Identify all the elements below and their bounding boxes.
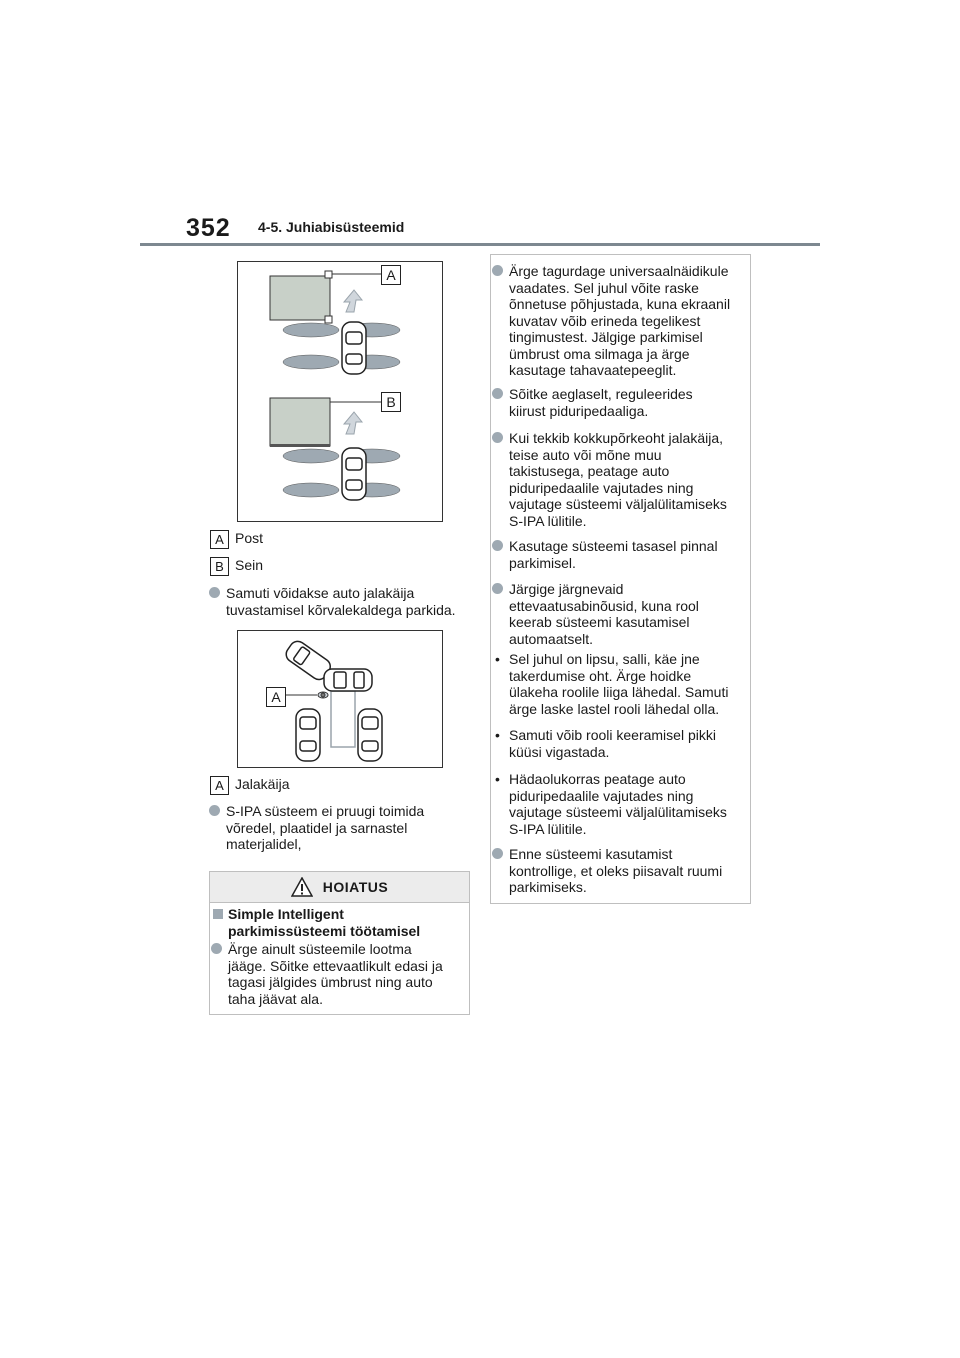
dash-item [495,771,747,837]
bullet-line: materjalidel, [226,836,302,852]
bullet-line: kuvatav võib erineda tegelikest [509,312,701,329]
warning-icon [291,877,313,897]
warning-heading-line: parkimissüsteemi töötamisel [228,922,421,939]
warning-header [210,872,469,903]
bullet-line: vajutage süsteemi väljalülitamiseks [509,804,727,820]
legend-item-wall [210,557,263,576]
figure-pedestrian [237,630,443,768]
header-rule [140,243,820,246]
bullet-item [509,386,747,419]
page-number: 352 [186,214,231,242]
bullet-line: ülakeha roolile liiga lähedal. Samuti [509,684,729,700]
sensor-beam [283,355,339,369]
bullet-line: kontrollige, et oleks piisavalt ruumi [509,862,723,879]
bullet-line: küüsi vigastada. [509,743,610,760]
dash-marker: • [495,771,500,787]
bullet-item [226,585,466,618]
bullet-line: Sel juhul on lipsu, salli, käe jne [509,651,700,667]
bullet-line: parkimisel. [509,554,576,571]
legend-item-post [210,530,263,549]
square-bullet [213,909,223,919]
bullet-line: Kasutage süsteemi tasasel pinnal [509,538,718,554]
bullet-dot [209,805,220,816]
bullet-dot [492,265,503,276]
legend-item-pedestrian [210,776,289,795]
section-title: 4-5. Juhiabisüsteemid [258,219,405,235]
bullet-line: taha jäävat ala. [228,990,323,1007]
bullet-line: Hädaolukorras peatage auto [509,771,686,787]
bullet-line: parkimiseks. [509,879,587,895]
warning-title: HOIATUS [322,879,389,895]
bullet-line: ärge laske lastel rooli lähedal olla. [509,700,720,717]
bullet-item [509,581,747,647]
bullet-line: Ärge ainult süsteemile lootma [228,941,412,957]
bullet-line: takerdumise oht. Ärge hoidke [509,667,692,684]
bullet-line: võredel, plaatidel ja sarnastel [226,819,408,836]
car-top-view [342,322,366,374]
bullet-line: jääge. Sõitke ettevaatlikult edasi ja [228,957,443,974]
bullet-line: takistusega, peatage auto [509,463,670,479]
bullet-item [509,263,747,379]
bullet-item [226,803,466,853]
direction-arrow [344,412,362,434]
bullet-line: Sõitke aeglaselt, reguleerides [509,386,693,402]
bullet-line: Samuti võidakse auto jalakäija [226,585,415,601]
warning-bullet [228,941,463,1007]
callout-b: B [381,392,401,412]
legend-text: Sein [235,557,264,574]
dash-marker: • [495,727,500,743]
legend-text: Post [235,530,264,547]
bullet-line: Samuti võib rooli keeramisel pikki [509,727,716,743]
parking-illustration-1 [238,262,442,521]
sensor-beam [283,449,339,463]
legend-letter: A [210,776,229,795]
legend-letter: B [210,557,229,576]
bullet-line: tuvastamisel kõrvalekaldega parkida. [226,601,456,618]
wall-edge [270,444,330,447]
legend-letter: A [210,530,229,549]
bullet-dot [492,388,503,399]
bullet-line: Järgige järgnevaid [509,581,624,597]
bullet-line: Enne süsteemi kasutamist [509,846,673,862]
bullet-line: S-IPA süsteem ei pruugi toimida [226,803,425,819]
dash-marker: • [495,651,500,667]
warning-box [209,871,470,1015]
bullet-line: tingimustest. Jälgige parkimisel [509,329,703,345]
bullet-dot [211,943,222,954]
bullet-line: tagasi jälgides ümbrust ning auto [228,974,433,990]
post-marker-top [325,271,332,278]
bullet-line: Kui tekkib kokkupõrkeoht jalakäija, [509,430,724,446]
bullet-dot [209,587,220,598]
bullet-line: keerab süsteemi kasutamisel [509,614,690,630]
bullet-dot [492,583,503,594]
bullet-line: automaatselt. [509,630,594,647]
bullet-item [509,538,747,571]
parking-space [331,691,355,747]
warning-heading-line: Simple Intelligent [228,906,344,922]
callout-a: A [266,687,286,707]
warning-heading [228,906,420,939]
bullet-line: teise auto või mõne muu [509,446,662,463]
bullet-line: piduripedaalile vajutades ning [509,787,694,804]
car-parked-left [296,709,320,761]
bullet-dot [492,848,503,859]
bullet-line: ümbrust oma silmaga ja ärge [509,345,690,362]
bullet-line: kiirust piduripedaaliga. [509,402,649,419]
car-parked-right [358,709,382,761]
pedestrian-figure [318,692,328,698]
car-top-view [342,448,366,500]
bullet-dot [492,540,503,551]
sensor-beam [283,323,339,337]
post-marker-bottom [325,316,332,323]
bullet-line: õnnetuse põhjustada, kuna ekraanil [509,296,731,312]
obstacle-wall [270,398,330,446]
direction-arrow [344,290,362,312]
dash-item [495,727,747,760]
bullet-line: S-IPA lülitile. [509,512,587,529]
bullet-line: S-IPA lülitile. [509,820,587,837]
car-side [324,669,372,691]
figure-post-wall [237,261,443,522]
sensor-beam [283,483,339,497]
bullet-line: Ärge tagurdage universaalnäidikule [509,263,729,279]
legend-text: Jalakäija [235,776,290,793]
dash-item [495,651,747,717]
callout-a: A [381,265,401,285]
bullet-item [509,430,747,529]
right-column-box [490,254,751,904]
obstacle-post [270,276,330,320]
bullet-line: ettevaatusabinõusid, kuna rool [509,597,699,614]
bullet-line: piduripedaalile vajutades ning [509,479,694,496]
bullet-line: kasutage tahavaatepeeglit. [509,362,677,378]
bullet-line: vaadates. Sel juhul võite raske [509,279,699,296]
bullet-item [509,846,747,896]
bullet-dot [492,432,503,443]
bullet-line: vajutage süsteemi väljalülitamiseks [509,496,727,512]
